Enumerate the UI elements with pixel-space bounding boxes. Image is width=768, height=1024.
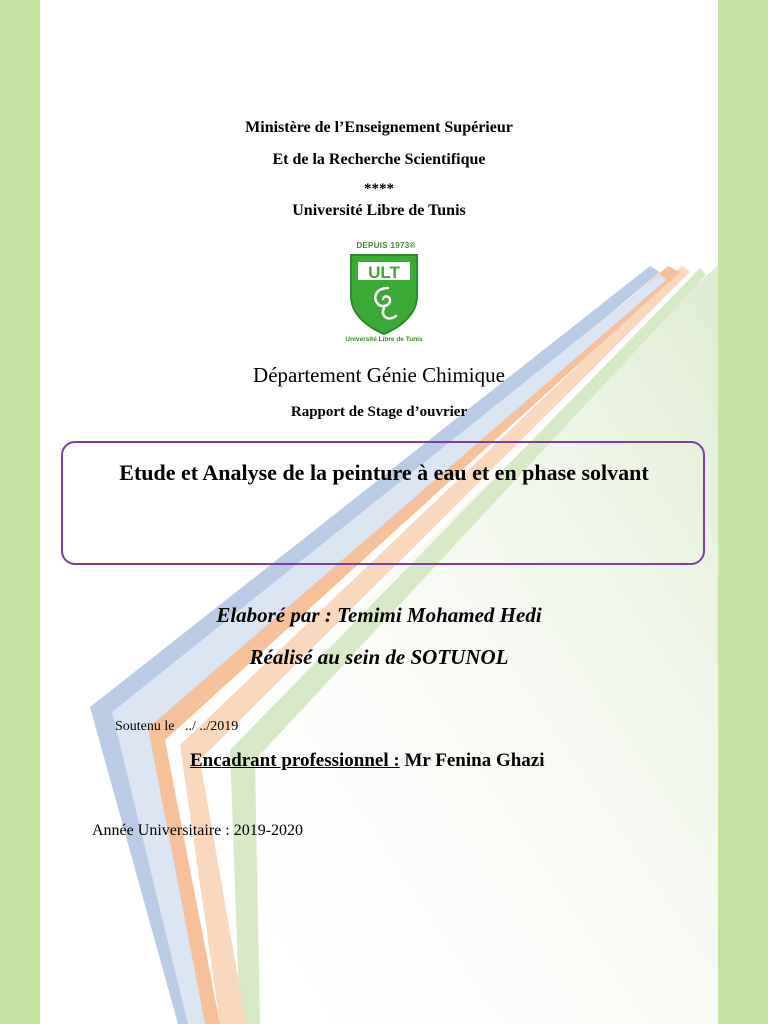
logo-ult-text: ULT: [368, 263, 400, 282]
logo-university-name: Université Libre de Tunis: [345, 336, 423, 343]
academic-year: Année Universitaire : 2019-2020: [92, 822, 304, 839]
ministry-line: Ministère de l’Enseignement Supérieur: [245, 119, 513, 136]
supervisor-line: [190, 750, 545, 772]
supervisor-name: Mr Fenina Ghazi: [399, 750, 545, 771]
logo-founded-text: DEPUIS 1973®: [356, 241, 416, 250]
department-title: Département Génie Chimique: [253, 363, 505, 387]
report-type: Rapport de Stage d’ouvrier: [290, 404, 468, 420]
company-line: Réalisé au sein de SOTUNOL: [249, 645, 509, 669]
report-title: Etude et Analyse de la peinture à eau et en phase solvant: [119, 460, 649, 485]
university-line: Université Libre de Tunis: [292, 202, 466, 219]
university-logo: [332, 241, 436, 349]
supervisor-label: Encadrant professionnel :: [190, 750, 400, 771]
separator-stars: ****: [364, 181, 394, 197]
research-line: Et de la Recherche Scientifique: [272, 151, 486, 168]
author-line: Elaboré par : Temimi Mohamed Hedi: [216, 603, 542, 627]
defense-date: Soutenu le ../ ../2019: [115, 719, 239, 734]
shield-icon: [348, 252, 420, 336]
